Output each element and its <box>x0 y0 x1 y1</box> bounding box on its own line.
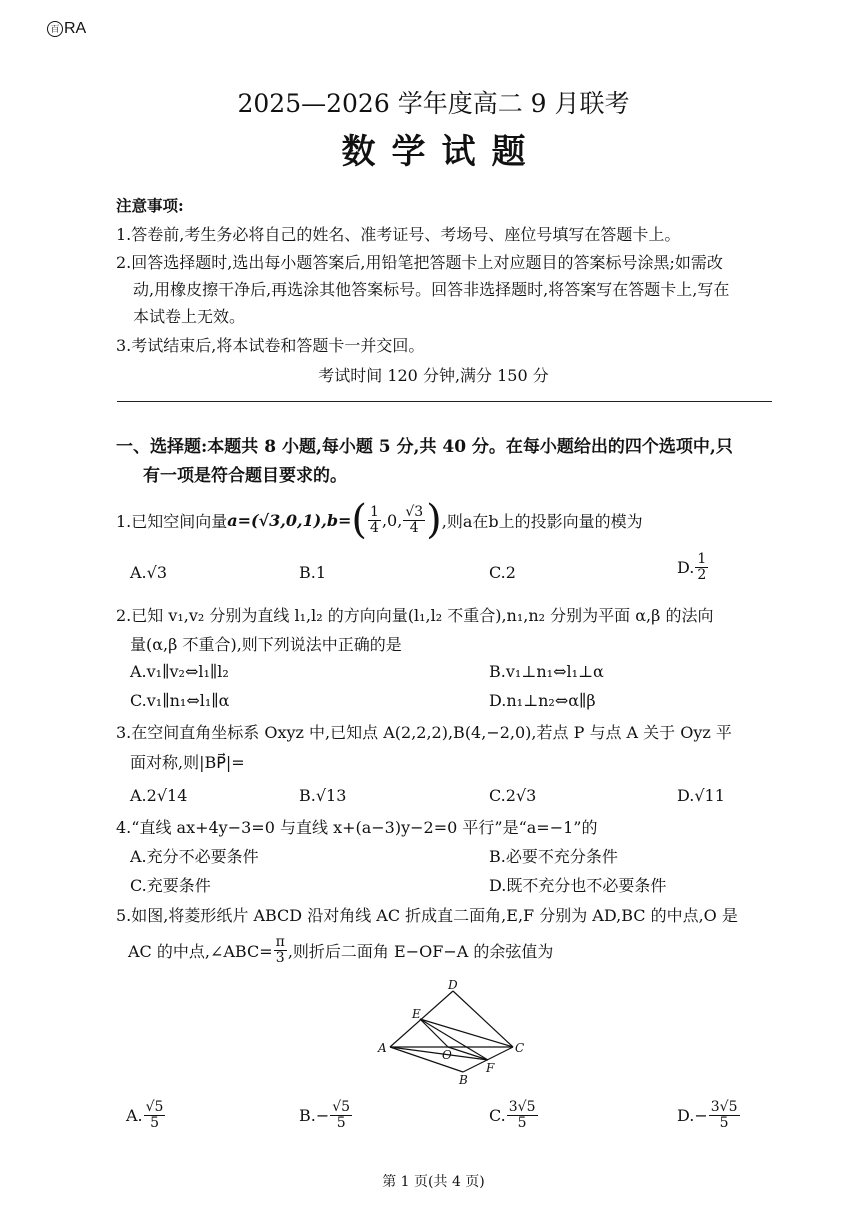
logo-circle-mark: 百 <box>47 21 63 37</box>
question-5-line-2: AC 的中点,∠ABC= $\frac{\pi}{3}$ ,则折后二面角 E−OF−A 的余弦值为 <box>128 934 554 966</box>
q4-option-c: C.充要条件 <box>130 876 211 895</box>
q5-angle-fraction: $\frac{\pi}{3}$ <box>275 934 285 966</box>
question-2-line-2: 量(α,β 不重合),则下列说法中正确的是 <box>130 635 402 654</box>
q1-fraction-2: $\frac{√3}{4}$ <box>405 503 424 536</box>
section-1-heading: 一、选择题:本题共 8 小题,每小题 5 分,共 40 分。在每小题给出的四个选项中,只 <box>116 437 733 457</box>
exam-title: 2025—2026 学年度高二 9 月联考 <box>237 89 630 118</box>
fig-label-a: A <box>378 1041 387 1055</box>
fig-label-o: O <box>442 1048 452 1062</box>
notice-item-1: 1.答卷前,考生务必将自己的姓名、准考证号、考场号、座位号填写在答题卡上。 <box>116 225 681 244</box>
q5-rhombus-figure <box>370 980 540 1090</box>
q1-b-mid: ,0, <box>381 510 403 530</box>
publisher-logo <box>47 20 86 38</box>
q2-option-b: B.v₁⊥n₁⇔l₁⊥α <box>489 662 604 681</box>
q5-option-c: C. $\frac{3√5}{5}$ <box>489 1099 536 1131</box>
logo-text: RA <box>64 20 87 37</box>
q1-vector-a: a=(√3,0,1), <box>227 510 327 530</box>
section-1-heading-cont: 有一项是符合题目要求的。 <box>143 466 347 486</box>
q1-option-a: A.√3 <box>130 563 168 582</box>
q5-option-d: D.− $\frac{3√5}{5}$ <box>677 1099 738 1131</box>
fig-label-b: B <box>459 1073 468 1087</box>
q3-option-b: B.√13 <box>299 786 347 805</box>
q1-option-b: B.1 <box>299 563 327 582</box>
q3-option-d: D.√11 <box>677 786 725 805</box>
q3-option-a: A.2√14 <box>130 786 188 805</box>
fig-label-e: E <box>412 1007 421 1021</box>
notice-item-3: 3.考试结束后,将本试卷和答题卡一并交回。 <box>116 336 425 355</box>
question-3-line-2: 面对称,则|BP⃗|= <box>130 753 245 772</box>
notice-item-2-line-3: 本试卷上无效。 <box>133 307 246 326</box>
fig-label-d: D <box>448 980 458 992</box>
question-3-line-1: 3.在空间直角坐标系 Oxyz 中,已知点 A(2,2,2),B(4,−2,0),若点 P 与点 A 关于 Oyz 平 <box>116 723 732 742</box>
question-1: 1.已知空间向量 a=(√3,0,1), b= ( $\frac{1}{4}$ ,0, $\frac{√3}{4}$ ) ,则a在b上的投影向量的模为 <box>116 497 643 543</box>
header-divider <box>117 401 772 402</box>
q4-option-a: A.充分不必要条件 <box>130 847 259 866</box>
subject-title: 数学试题 <box>341 132 542 172</box>
page-footer: 第 1 页(共 4 页) <box>382 1174 485 1190</box>
notice-item-2-line-1: 2.回答选择题时,选出每小题答案后,用铅笔把答题卡上对应题目的答案标号涂黑;如需改 <box>116 253 723 272</box>
q5-option-b: B.− $\frac{√5}{5}$ <box>299 1099 351 1131</box>
notice-heading: 注意事项: <box>116 196 184 215</box>
fig-label-c: C <box>515 1041 525 1055</box>
q1-prefix: 1.已知空间向量 <box>116 511 228 531</box>
q1-option-d: D. $\frac{1}{2}$ <box>677 551 707 583</box>
q5-option-a: A. $\frac{√5}{5}$ <box>126 1099 164 1131</box>
exam-time-line: 考试时间 120 分钟,满分 150 分 <box>318 366 549 385</box>
question-5-line-1: 5.如图,将菱形纸片 ABCD 沿对角线 AC 折成直二面角,E,F 分别为 AD,BC 的中点,O 是 <box>116 906 738 925</box>
q4-option-b: B.必要不充分条件 <box>489 847 618 866</box>
question-4: 4.“直线 ax+4y−3=0 与直线 x+(a−3)y−2=0 平行”是“a=−1”的 <box>116 818 598 837</box>
fig-label-f: F <box>486 1061 495 1075</box>
q2-option-a: A.v₁∥v₂⇔l₁∥l₂ <box>130 662 229 681</box>
q3-option-c: C.2√3 <box>489 786 537 805</box>
q1-option-c: C.2 <box>489 563 516 582</box>
q2-option-d: D.n₁⊥n₂⇔α∥β <box>489 691 596 710</box>
q1-vector-b-label: b= <box>326 510 352 530</box>
q4-option-d: D.既不充分也不必要条件 <box>489 876 667 895</box>
q1-suffix: ,则a在b上的投影向量的模为 <box>441 511 643 531</box>
question-2-line-1: 2.已知 v₁,v₂ 分别为直线 l₁,l₂ 的方向向量(l₁,l₂ 不重合),n₁,n₂ 分别为平面 α,β 的法向 <box>116 606 714 625</box>
q1-fraction-1: $\frac{1}{4}$ <box>370 503 379 536</box>
q2-option-c: C.v₁∥n₁⇔l₁∥α <box>130 691 230 710</box>
q1-option-d-fraction: $\frac{1}{2}$ <box>697 551 707 583</box>
notice-item-2-line-2: 动,用橡皮擦干净后,再选涂其他答案标号。回答非选择题时,将答案写在答题卡上,写在 <box>133 280 730 299</box>
